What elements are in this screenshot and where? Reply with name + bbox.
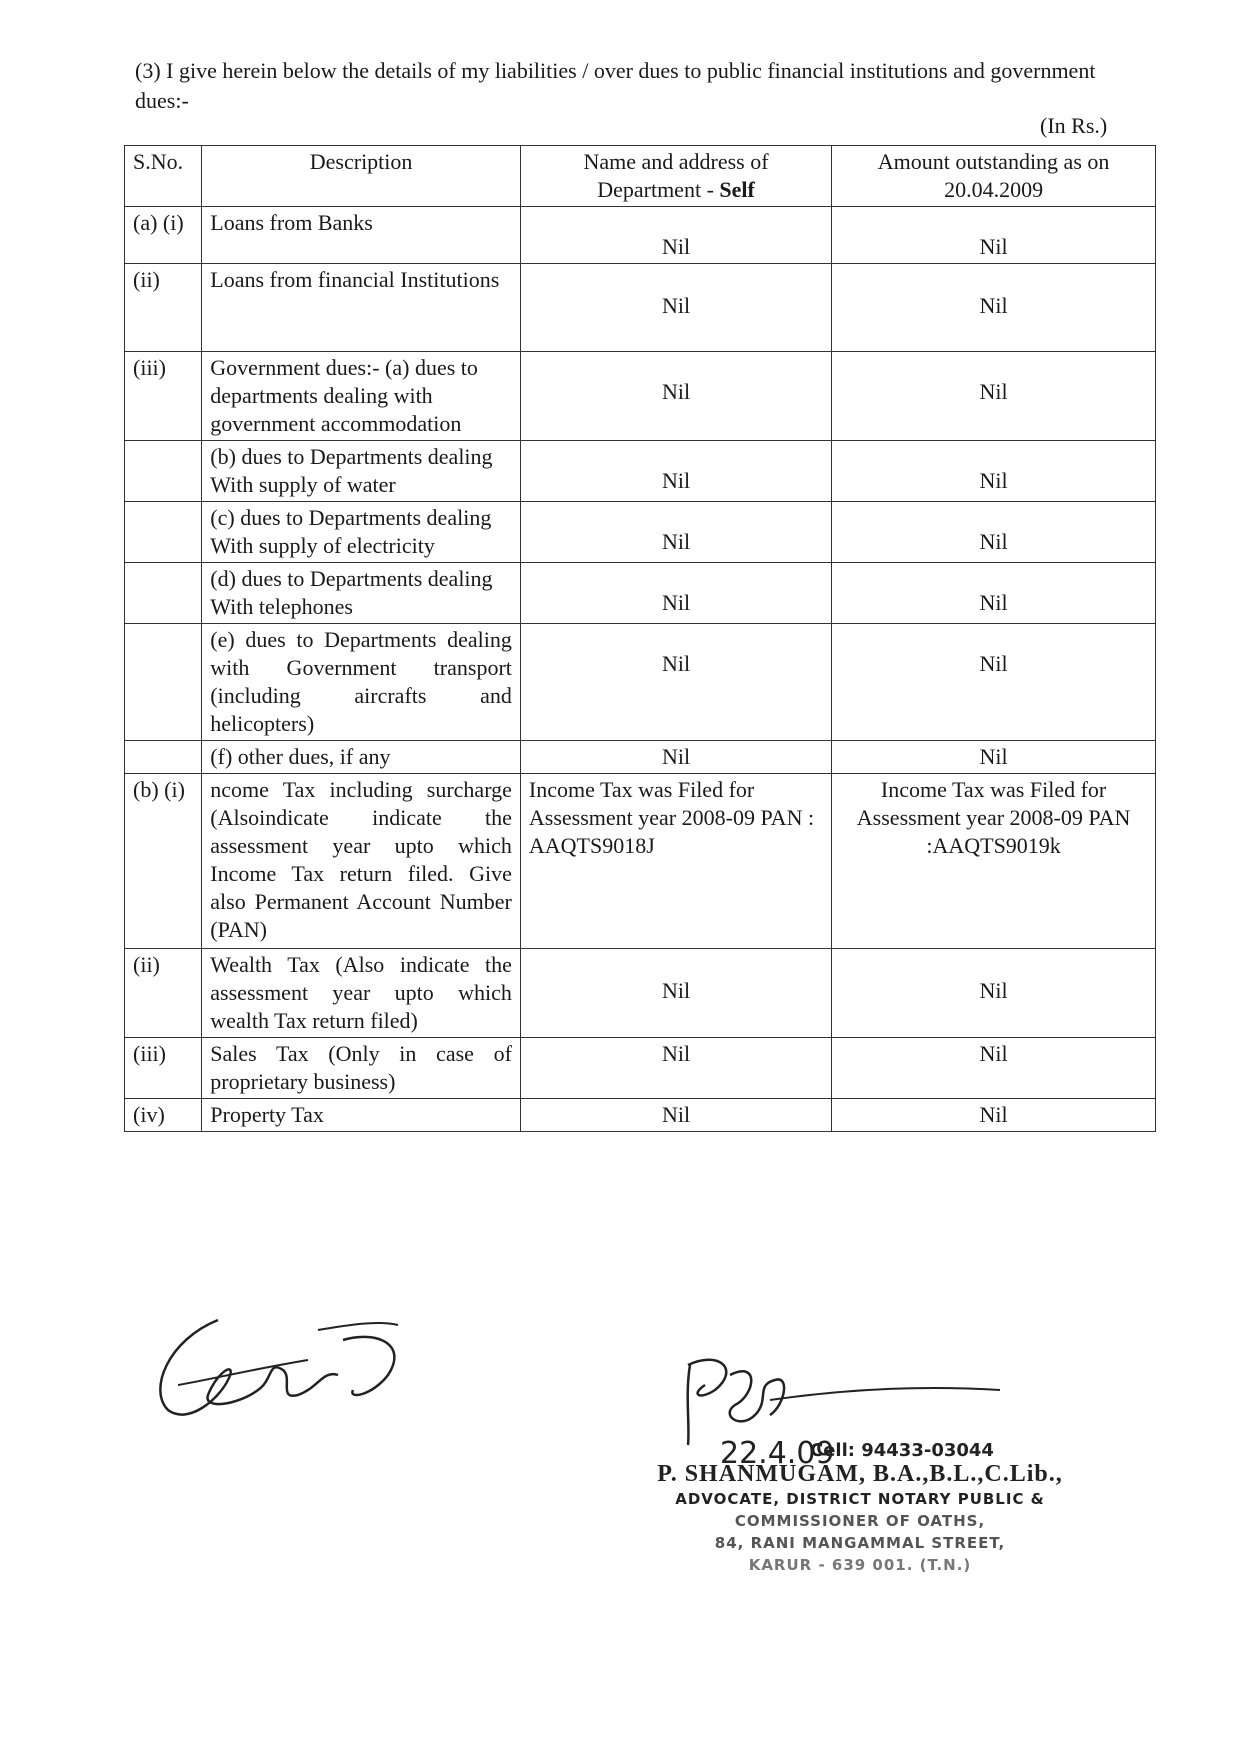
row-department-value: Nil	[661, 529, 691, 554]
table-row	[125, 207, 1156, 264]
row-department	[520, 502, 831, 563]
row-description: Government dues:- (a) dues to departments dealing with government accommodation	[202, 352, 521, 441]
row-department-value: Nil	[661, 293, 691, 318]
table-row	[125, 624, 1156, 741]
row-description: Loans from financial Institutions	[202, 264, 521, 352]
row-amount	[832, 563, 1156, 624]
table-row	[125, 352, 1156, 441]
header-department	[520, 146, 831, 207]
row-department-value: Nil	[661, 978, 691, 1003]
header-department-label: Name and address of Department -	[583, 149, 769, 202]
row-department-value: Nil	[661, 651, 691, 676]
row-department: Income Tax was Filed for Assessment year 2008-09 PAN : AAQTS9018J	[520, 774, 831, 949]
stamp-line-1: ADVOCATE, DISTRICT NOTARY PUBLIC &	[675, 1490, 1045, 1508]
row-sno: (iii)	[125, 352, 202, 441]
row-amount-value: Nil	[979, 293, 1008, 318]
stamp-line-3: 84, RANI MANGAMMAL STREET,	[714, 1534, 1006, 1552]
table-row	[125, 502, 1156, 563]
declarant-signature	[148, 1300, 418, 1430]
row-amount-value: Nil	[979, 529, 1008, 554]
row-amount: Nil	[832, 1099, 1156, 1132]
table-row	[125, 741, 1156, 774]
row-amount	[832, 624, 1156, 741]
row-sno	[125, 741, 202, 774]
row-sno: (a) (i)	[125, 207, 202, 264]
row-sno	[125, 502, 202, 563]
table-row	[125, 441, 1156, 502]
row-amount	[832, 352, 1156, 441]
row-amount	[832, 502, 1156, 563]
row-description: ncome Tax including surcharge (Alsoindicate indicate the assessment year upto which Income Tax return filed. Give also Permanent Account Number (PAN)	[202, 774, 521, 949]
table-row	[125, 949, 1156, 1038]
liabilities-table	[124, 145, 1156, 1132]
row-department	[520, 949, 831, 1038]
row-department: Nil	[520, 741, 831, 774]
row-description: (f) other dues, if any	[202, 741, 521, 774]
row-amount	[832, 949, 1156, 1038]
table-row	[125, 1038, 1156, 1099]
row-amount-value: Nil	[979, 234, 1008, 259]
row-sno: (iv)	[125, 1099, 202, 1132]
stamp-name: P. SHANMUGAM, B.A.,B.L.,C.Lib.,	[657, 1461, 1063, 1487]
row-amount-value: Nil	[979, 379, 1008, 404]
row-description: Wealth Tax (Also indicate the assessment year upto which wealth Tax return filed)	[202, 949, 521, 1038]
row-department-value: Nil	[661, 468, 691, 493]
row-amount-value: Nil	[979, 978, 1008, 1003]
row-department	[520, 441, 831, 502]
row-department: Nil	[520, 1099, 831, 1132]
row-department-value: Nil	[661, 379, 691, 404]
row-department-value: Nil	[661, 590, 691, 615]
header-sno: S.No.	[125, 146, 202, 207]
row-description: Property Tax	[202, 1099, 521, 1132]
row-sno: (iii)	[125, 1038, 202, 1099]
intro-paragraph: (3) I give herein below the details of my liabilities / over dues to public financial institutions and government dues:-	[135, 58, 1096, 113]
row-department-value: Nil	[661, 234, 691, 259]
stamp-line-4: KARUR - 639 001. (T.N.)	[748, 1556, 972, 1574]
row-sno	[125, 563, 202, 624]
row-department	[520, 207, 831, 264]
row-amount-value: Nil	[979, 590, 1008, 615]
table-header-row	[125, 146, 1156, 207]
table-row	[125, 1099, 1156, 1132]
row-sno	[125, 441, 202, 502]
row-sno	[125, 624, 202, 741]
row-sno: (ii)	[125, 949, 202, 1038]
stamp-line-2: COMMISSIONER OF OATHS,	[734, 1512, 986, 1530]
row-description: (c) dues to Departments dealing With supply of electricity	[202, 502, 521, 563]
row-department	[520, 352, 831, 441]
table-row	[125, 264, 1156, 352]
table-row	[125, 563, 1156, 624]
row-description: Sales Tax (Only in case of proprietary business)	[202, 1038, 521, 1099]
currency-unit: (In Rs.)	[1040, 113, 1108, 138]
row-amount: Nil	[832, 741, 1156, 774]
header-amount: Amount outstanding as on 20.04.2009	[832, 146, 1156, 207]
row-description: Loans from Banks	[202, 207, 521, 264]
row-amount	[832, 264, 1156, 352]
row-amount	[832, 207, 1156, 264]
row-sno: (ii)	[125, 264, 202, 352]
header-description: Description	[202, 146, 521, 207]
row-department	[520, 563, 831, 624]
signature-date: 22.4.09	[720, 1436, 835, 1465]
row-department	[520, 624, 831, 741]
row-amount: Nil	[832, 1038, 1156, 1099]
table-row	[125, 774, 1156, 949]
row-amount-value: Nil	[979, 468, 1008, 493]
row-description: (e) dues to Departments dealing with Government transport (including aircrafts and helicopters)	[202, 624, 521, 741]
row-description: (b) dues to Departments dealing With supply of water	[202, 441, 521, 502]
row-sno: (b) (i)	[125, 774, 202, 949]
row-description: (d) dues to Departments dealing With telephones	[202, 563, 521, 624]
row-department	[520, 264, 831, 352]
row-amount: Income Tax was Filed for Assessment year 2008-09 PAN :AAQTS9019k	[832, 774, 1156, 949]
row-department: Nil	[520, 1038, 831, 1099]
notary-stamp	[630, 1440, 1090, 1576]
row-amount	[832, 441, 1156, 502]
stamp-phone: Cell: 94433-03044	[810, 1440, 994, 1461]
row-amount-value: Nil	[979, 651, 1008, 676]
header-department-self: Self	[719, 177, 755, 202]
